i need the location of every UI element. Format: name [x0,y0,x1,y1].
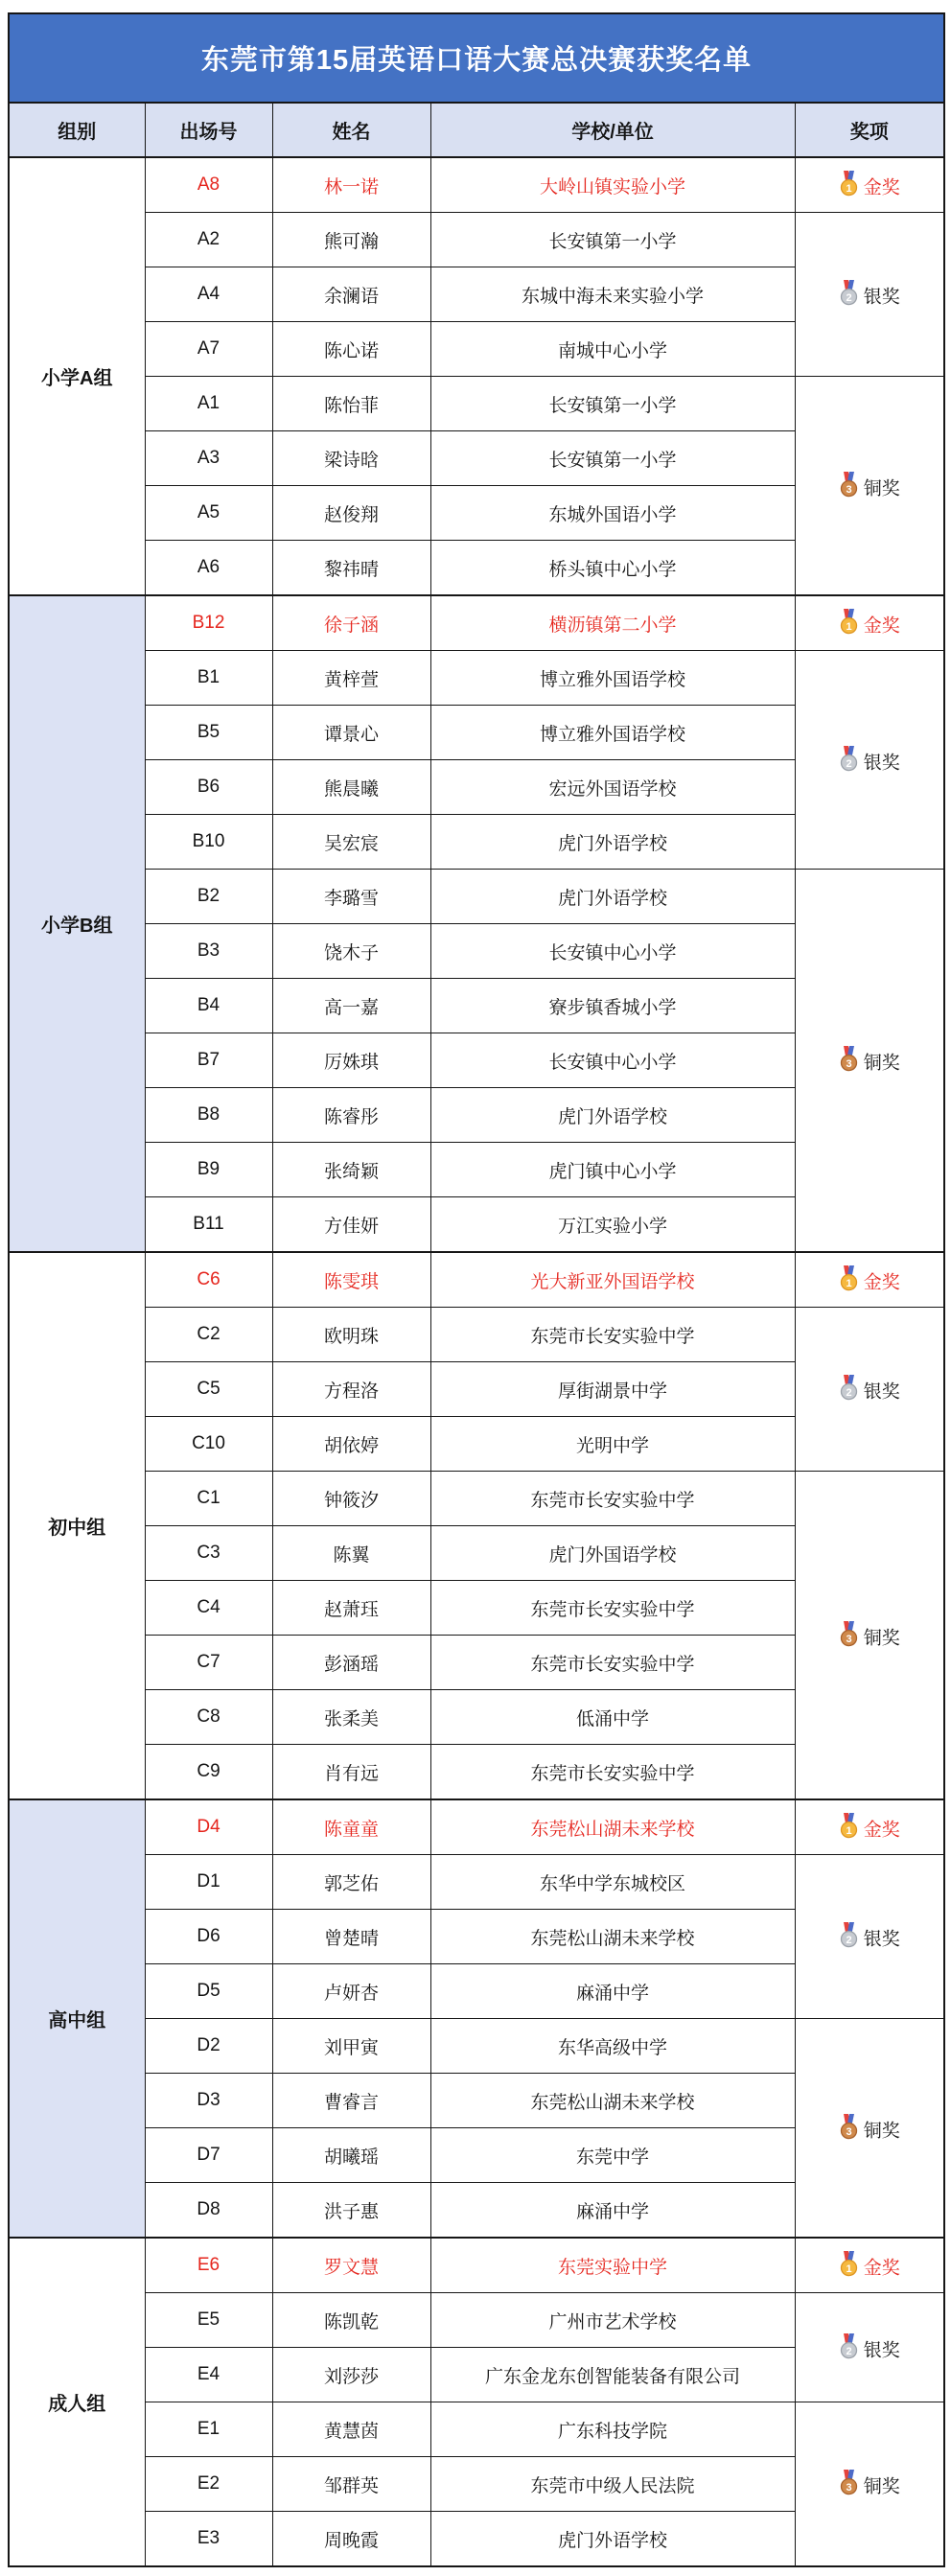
school-cell: 虎门外语学校 [430,815,795,870]
school-cell: 东莞市长安实验中学 [430,1308,795,1362]
silver-medal-icon [839,280,859,306]
name-cell: 赵俊翔 [272,486,430,541]
name-cell: 曹睿言 [272,2074,430,2128]
award-label: 金奖 [863,2258,900,2279]
entry-no-cell: E6 [145,2238,272,2293]
name-cell: 胡曦瑶 [272,2128,430,2183]
svg-text:2: 2 [846,292,852,305]
table-row [9,1252,944,1308]
school-cell: 长安镇中心小学 [430,924,795,979]
award-cell [795,1855,944,2019]
name-cell: 罗文慧 [272,2238,430,2293]
svg-text:2: 2 [846,757,852,770]
group-cell: 初中组 [9,1252,145,1799]
award-cell [795,157,944,213]
school-cell: 宏远外国语学校 [430,760,795,815]
name-cell: 曾楚晴 [272,1910,430,1964]
name-cell: 张柔美 [272,1690,430,1745]
award-label: 金奖 [863,177,900,198]
school-cell: 万江实验小学 [430,1197,795,1253]
table-row [9,1855,944,1910]
name-cell: 陈凯乾 [272,2293,430,2348]
name-cell: 陈睿彤 [272,1088,430,1143]
svg-text:1: 1 [846,621,852,634]
entry-no-cell: D7 [145,2128,272,2183]
name-cell: 吴宏宸 [272,815,430,870]
school-cell: 麻涌中学 [430,1964,795,2019]
school-cell: 虎门外语学校 [430,2512,795,2567]
name-cell: 谭景心 [272,706,430,760]
entry-no-cell: B10 [145,815,272,870]
entry-no-cell: C7 [145,1636,272,1690]
award-label: 金奖 [863,1820,900,1841]
school-cell: 东莞市中级人民法院 [430,2457,795,2512]
name-cell: 黎祎晴 [272,541,430,596]
name-cell: 熊晨曦 [272,760,430,815]
entry-no-cell: C3 [145,1526,272,1581]
header-row [9,103,944,157]
entry-no-cell: A4 [145,267,272,322]
title-row [9,13,944,103]
award-cell [795,1308,944,1472]
school-cell: 大岭山镇实验小学 [430,157,795,213]
school-cell: 低涌中学 [430,1690,795,1745]
school-cell: 东城中海未来实验小学 [430,267,795,322]
table-row [9,2019,944,2074]
name-cell: 熊可瀚 [272,213,430,267]
svg-text:3: 3 [846,2125,852,2138]
entry-no-cell: D6 [145,1910,272,1964]
entry-no-cell: D3 [145,2074,272,2128]
header-award: 奖项 [795,103,944,157]
school-cell: 东莞市长安实验中学 [430,1581,795,1636]
school-cell: 博立雅外国语学校 [430,651,795,706]
school-cell: 长安镇第一小学 [430,213,795,267]
svg-text:1: 1 [846,1278,852,1290]
name-cell: 饶木子 [272,924,430,979]
entry-no-cell: C9 [145,1745,272,1800]
school-cell: 博立雅外国语学校 [430,706,795,760]
table-row [9,157,944,213]
gold-medal-icon [839,1265,859,1291]
entry-no-cell: C6 [145,1252,272,1308]
entry-no-cell: A8 [145,157,272,213]
name-cell: 余澜语 [272,267,430,322]
entry-no-cell: B12 [145,595,272,651]
entry-no-cell: B4 [145,979,272,1033]
entry-no-cell: E5 [145,2293,272,2348]
table-row [9,1308,944,1362]
award-label: 银奖 [863,287,900,308]
svg-text:2: 2 [846,1387,852,1400]
name-cell: 徐子涵 [272,595,430,651]
table-row [9,377,944,431]
award-cell [795,213,944,377]
name-cell: 彭涵瑶 [272,1636,430,1690]
bronze-medal-icon [839,2114,859,2140]
silver-medal-icon [839,2333,859,2359]
entry-no-cell: D2 [145,2019,272,2074]
name-cell: 李璐雪 [272,870,430,924]
award-cell [795,651,944,870]
entry-no-cell: C2 [145,1308,272,1362]
name-cell: 陈心诺 [272,322,430,377]
header-name: 姓名 [272,103,430,157]
silver-medal-icon [839,746,859,772]
school-cell: 广东金龙东创智能装备有限公司 [430,2348,795,2402]
school-cell: 光大新亚外国语学校 [430,1252,795,1308]
entry-no-cell: D5 [145,1964,272,2019]
entry-no-cell: C4 [145,1581,272,1636]
entry-no-cell: C8 [145,1690,272,1745]
school-cell: 麻涌中学 [430,2183,795,2239]
page-title: 东莞市第15届英语口语大赛总决赛获奖名单 [9,13,944,103]
entry-no-cell: D1 [145,1855,272,1910]
award-label: 铜奖 [863,2121,900,2142]
school-cell: 东城外国语小学 [430,486,795,541]
name-cell: 黄梓萱 [272,651,430,706]
award-cell [795,1472,944,1800]
award-label: 铜奖 [863,1053,900,1074]
entry-no-cell: D8 [145,2183,272,2239]
school-cell: 东华中学东城校区 [430,1855,795,1910]
entry-no-cell: A2 [145,213,272,267]
table-row [9,870,944,924]
award-cell [795,1252,944,1308]
name-cell: 肖有远 [272,1745,430,1800]
school-cell: 虎门外国语学校 [430,1526,795,1581]
name-cell: 钟筱汐 [272,1472,430,1526]
entry-no-cell: B2 [145,870,272,924]
entry-no-cell: E4 [145,2348,272,2402]
group-cell: 成人组 [9,2238,145,2566]
entry-no-cell: C5 [145,1362,272,1417]
name-cell: 方程洛 [272,1362,430,1417]
school-cell: 东华高级中学 [430,2019,795,2074]
table-row [9,2293,944,2348]
silver-medal-icon [839,1375,859,1401]
name-cell: 刘甲寅 [272,2019,430,2074]
bronze-medal-icon [839,1621,859,1647]
award-label: 银奖 [863,2340,900,2361]
award-cell [795,2238,944,2293]
svg-text:2: 2 [846,2345,852,2357]
name-cell: 陈翼 [272,1526,430,1581]
table-row [9,213,944,267]
school-cell: 长安镇中心小学 [430,1033,795,1088]
school-cell: 长安镇第一小学 [430,431,795,486]
name-cell: 林一诺 [272,157,430,213]
entry-no-cell: E1 [145,2402,272,2457]
school-cell: 光明中学 [430,1417,795,1472]
school-cell: 广州市艺术学校 [430,2293,795,2348]
awards-table [8,12,945,2567]
school-cell: 虎门外语学校 [430,1088,795,1143]
school-cell: 东莞松山湖未来学校 [430,1910,795,1964]
school-cell: 长安镇第一小学 [430,377,795,431]
name-cell: 黄慧茵 [272,2402,430,2457]
group-cell: 小学A组 [9,157,145,595]
award-cell [795,1799,944,1855]
table-row [9,595,944,651]
award-label: 银奖 [863,1929,900,1950]
school-cell: 广东科技学院 [430,2402,795,2457]
header-group: 组别 [9,103,145,157]
entry-no-cell: B9 [145,1143,272,1197]
school-cell: 寮步镇香城小学 [430,979,795,1033]
header-entry-no: 出场号 [145,103,272,157]
silver-medal-icon [839,1922,859,1948]
bronze-medal-icon [839,472,859,498]
gold-medal-icon [839,1813,859,1839]
name-cell: 卢妍杏 [272,1964,430,2019]
name-cell: 郭芝佑 [272,1855,430,1910]
entry-no-cell: B1 [145,651,272,706]
table-row [9,651,944,706]
group-cell: 小学B组 [9,595,145,1252]
award-cell [795,377,944,596]
entry-no-cell: C10 [145,1417,272,1472]
name-cell: 方佳妍 [272,1197,430,1253]
gold-medal-icon [839,2251,859,2277]
svg-text:3: 3 [846,2482,852,2495]
school-cell: 东莞松山湖未来学校 [430,2074,795,2128]
entry-no-cell: A5 [145,486,272,541]
school-cell: 横沥镇第二小学 [430,595,795,651]
award-cell [795,595,944,651]
entry-no-cell: C1 [145,1472,272,1526]
name-cell: 梁诗晗 [272,431,430,486]
name-cell: 高一嘉 [272,979,430,1033]
award-label: 铜奖 [863,2476,900,2497]
entry-no-cell: B6 [145,760,272,815]
svg-text:3: 3 [846,1058,852,1071]
name-cell: 胡依婷 [272,1417,430,1472]
name-cell: 张绮颖 [272,1143,430,1197]
name-cell: 陈怡菲 [272,377,430,431]
award-cell [795,2402,944,2567]
table-row [9,1799,944,1855]
entry-no-cell: E2 [145,2457,272,2512]
school-cell: 东莞市长安实验中学 [430,1472,795,1526]
results-table-body [9,157,944,2566]
school-cell: 东莞松山湖未来学校 [430,1799,795,1855]
award-label: 金奖 [863,1272,900,1293]
school-cell: 东莞市长安实验中学 [430,1745,795,1800]
name-cell: 陈雯琪 [272,1252,430,1308]
school-cell: 虎门外语学校 [430,870,795,924]
award-label: 铜奖 [863,478,900,499]
entry-no-cell: A3 [145,431,272,486]
svg-text:1: 1 [846,183,852,196]
name-cell: 刘莎莎 [272,2348,430,2402]
svg-text:1: 1 [846,1825,852,1838]
school-cell: 南城中心小学 [430,322,795,377]
award-label: 银奖 [863,1381,900,1403]
name-cell: 赵萧珏 [272,1581,430,1636]
table-row [9,2402,944,2457]
table-row [9,2238,944,2293]
name-cell: 邹群英 [272,2457,430,2512]
bronze-medal-icon [839,2470,859,2495]
school-cell: 东莞实验中学 [430,2238,795,2293]
entry-no-cell: A6 [145,541,272,596]
group-cell: 高中组 [9,1799,145,2238]
entry-no-cell: B8 [145,1088,272,1143]
gold-medal-icon [839,609,859,635]
gold-medal-icon [839,171,859,197]
svg-text:1: 1 [846,2263,852,2276]
table-row [9,1472,944,1526]
award-label: 铜奖 [863,1628,900,1649]
award-label: 银奖 [863,753,900,774]
header-school: 学校/单位 [430,103,795,157]
entry-no-cell: B7 [145,1033,272,1088]
svg-text:3: 3 [846,483,852,496]
award-cell [795,2293,944,2402]
name-cell: 洪子惠 [272,2183,430,2239]
name-cell: 厉姝琪 [272,1033,430,1088]
bronze-medal-icon [839,1046,859,1072]
award-label: 金奖 [863,615,900,637]
entry-no-cell: B3 [145,924,272,979]
entry-no-cell: E3 [145,2512,272,2567]
entry-no-cell: A1 [145,377,272,431]
entry-no-cell: B11 [145,1197,272,1253]
school-cell: 桥头镇中心小学 [430,541,795,596]
entry-no-cell: D4 [145,1799,272,1855]
svg-text:2: 2 [846,1935,852,1947]
name-cell: 欧明珠 [272,1308,430,1362]
school-cell: 东莞市长安实验中学 [430,1636,795,1690]
school-cell: 东莞中学 [430,2128,795,2183]
name-cell: 周晚霞 [272,2512,430,2567]
award-cell [795,2019,944,2239]
entry-no-cell: A7 [145,322,272,377]
name-cell: 陈童童 [272,1799,430,1855]
entry-no-cell: B5 [145,706,272,760]
svg-text:3: 3 [846,1633,852,1645]
school-cell: 虎门镇中心小学 [430,1143,795,1197]
award-cell [795,870,944,1253]
school-cell: 厚街湖景中学 [430,1362,795,1417]
